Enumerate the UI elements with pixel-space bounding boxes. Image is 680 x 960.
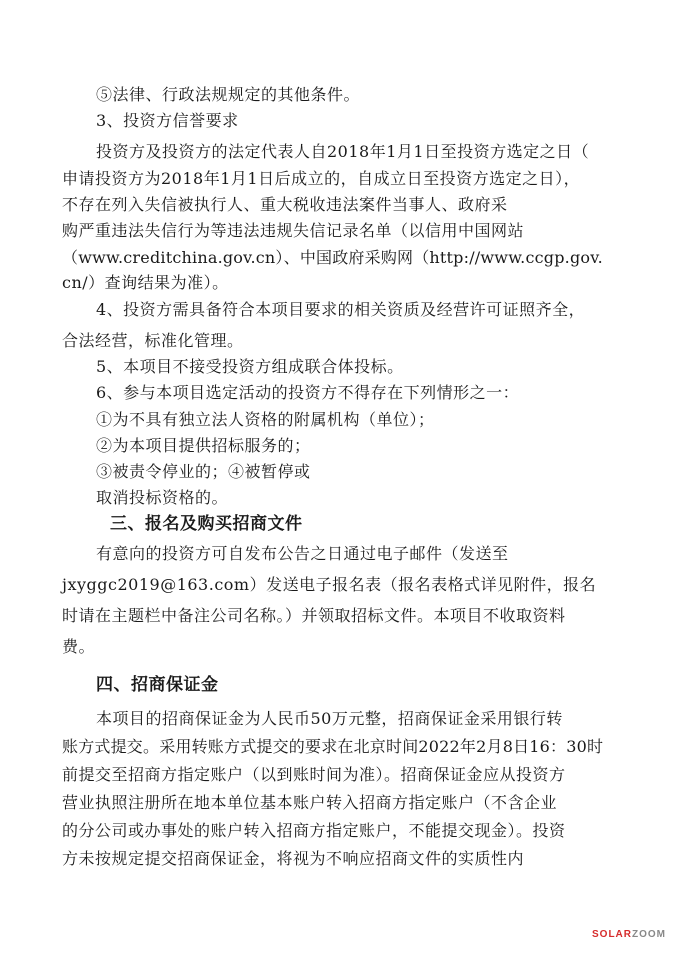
paragraph-line: 有意向的投资方可自发布公告之日通过电子邮件（发送至 <box>96 544 509 563</box>
paragraph-line: cn/）查询结果为准）。 <box>62 273 229 292</box>
paragraph-line-email: jxyggc2019@163.com）发送电子报名表（报名表格式详见附件，报名 <box>62 575 597 594</box>
section-heading-deposit: 四、招商保证金 <box>96 675 219 695</box>
paragraph-line: 本项目的招商保证金为人民币50万元整，招商保证金采用银行转 <box>96 709 563 728</box>
clause-6-exclusions: 6、参与本项目选定活动的投资方不得存在下列情形之一： <box>96 383 520 402</box>
paragraph-line: 方未按规定提交招商保证金，将视为不响应招商文件的实质性内 <box>62 849 525 868</box>
paragraph-line: （www.creditchina.gov.cn）、中国政府采购网（http://www.ccgp.gov. <box>62 248 603 267</box>
heading-credit-requirements: 3、投资方信誉要求 <box>96 111 239 130</box>
clause-5-legal-conditions: ⑤法律、行政法规规定的其他条件。 <box>96 85 361 104</box>
exclusion-item-2: ②为本项目提供招标服务的； <box>96 436 311 455</box>
paragraph-line: 购严重违法失信行为等违法违规失信记录名单（以信用中国网站 <box>62 221 525 240</box>
watermark-suffix: ZOOM <box>632 929 666 940</box>
paragraph-line: 前提交至招商方指定账户（以到账时间为准）。招商保证金应从投资方 <box>62 765 566 784</box>
paragraph-line: 合法经营，标准化管理。 <box>62 331 244 350</box>
exclusion-item-1: ①为不具有独立法人资格的附属机构（单位）； <box>96 410 435 429</box>
watermark-logo <box>592 929 666 940</box>
section-heading-registration: 三、报名及购买招商文件 <box>110 514 303 534</box>
clause-5-no-consortium: 5、本项目不接受投资方组成联合体投标。 <box>96 357 404 376</box>
watermark-prefix: SOLAR <box>592 929 632 940</box>
paragraph-line: 投资方及投资方的法定代表人自2018年1月1日至投资方选定之日（ <box>96 142 590 161</box>
paragraph-line: 不存在列入失信被执行人、重大税收违法案件当事人、政府采 <box>62 195 508 214</box>
paragraph-line: 取消投标资格的。 <box>96 488 229 507</box>
clause-4-qualifications: 4、投资方需具备符合本项目要求的相关资质及经营许可证照齐全， <box>96 300 586 319</box>
paragraph-line: 营业执照注册所在地本单位基本账户转入招商方指定账户（不含企业 <box>62 793 558 812</box>
paragraph-line: 的分公司或办事处的账户转入招商方指定账户，不能提交现金）。投资 <box>62 821 566 840</box>
paragraph-line: 费。 <box>62 637 96 656</box>
exclusion-item-3-4: ③被责令停业的；④被暂停或 <box>96 462 311 481</box>
paragraph-line: 时请在主题栏中备注公司名称。）并领取招标文件。本项目不收取资料 <box>62 606 566 625</box>
paragraph-line: 申请投资方为2018年1月1日后成立的，自成立日至投资方选定之日）， <box>62 169 581 188</box>
paragraph-line: 账方式提交。采用转账方式提交的要求在北京时间2022年2月8日16：30时 <box>62 737 604 756</box>
